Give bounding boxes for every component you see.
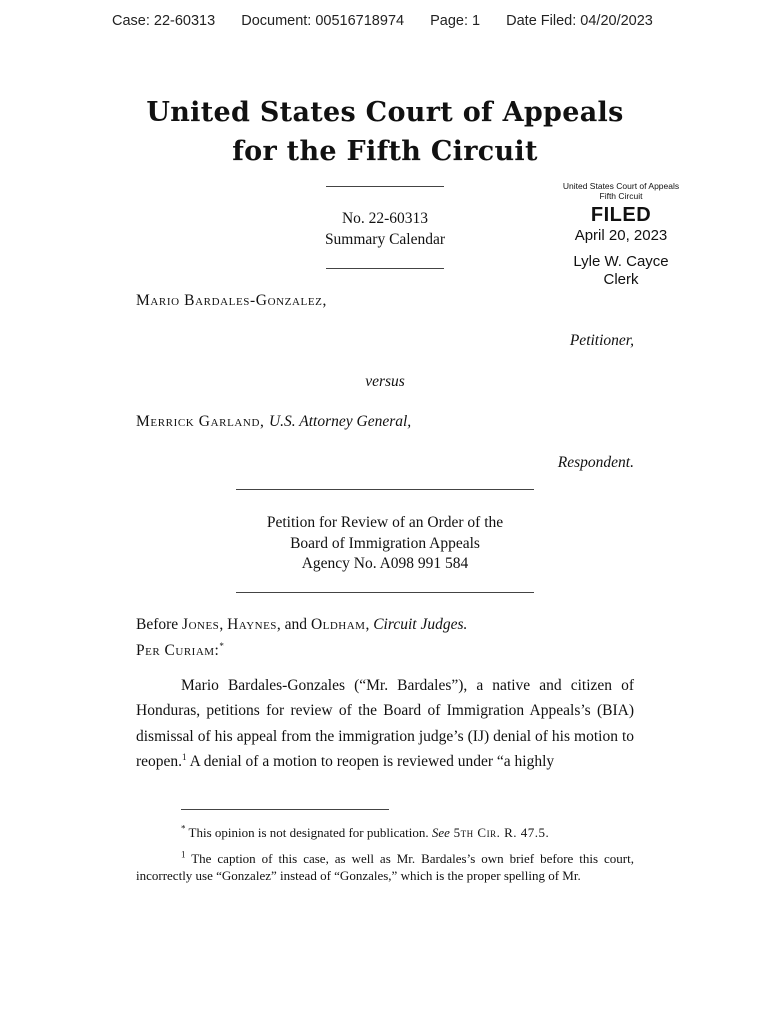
footnote-text: The caption of this case, as well as Mr. Bardales’s own brief before this court, incorrectly use “Gonzalez” instead of “Gonzales,” which is the proper spelling of Mr. [136,851,634,883]
ecf-header [112,13,675,29]
stamp-court-line1: United States Court of Appeals [562,181,680,191]
agency-number: Agency No. A098 991 584 [301,555,469,572]
footnote-marker: 1 [182,752,187,763]
case-number: No. 22-60313 [341,210,429,227]
judges-title: Circuit Judges. [373,616,468,633]
separator: , [365,616,374,633]
judge-name: Jones [182,616,220,633]
date-filed-header: Date Filed: 04/20/2023 [506,13,653,29]
petitioner-role: Petitioner, [569,332,634,349]
footnote-marker: * [181,823,186,834]
petitioner-name: Mario Bardales-Gonzalez, [136,292,327,309]
stamp-filed-label: FILED [590,204,652,226]
versus-label: versus [365,373,405,390]
separator: , [219,616,228,633]
judge-name: Haynes [227,616,277,633]
court-name-line2: for the Fifth Circuit [232,136,538,167]
divider-rule [326,268,444,269]
footnote-separator [181,809,389,810]
case-number-header: Case: 22-60313 [112,13,216,29]
divider-rule [236,489,534,490]
stamp-clerk-name: Lyle W. Cayce [573,253,669,270]
respondent-line [136,413,411,431]
stamp-court-line2: Fifth Circuit [599,191,643,201]
footnote-star [136,825,634,842]
per-curiam-line [136,642,634,660]
before-label: Before [136,616,179,633]
stamp-clerk-title: Clerk [603,271,639,288]
footnote-text: This opinion is not designated for publication. [185,825,432,840]
calendar-type: Summary Calendar [324,231,446,248]
petition-line2: Board of Immigration Appeals [290,535,480,552]
respondent-role: Respondent. [557,454,634,471]
petition-line1: Petition for Review of an Order of the [266,514,504,531]
document-number-header: Document: 00516718974 [241,13,405,29]
stamp-filed-date: April 20, 2023 [574,227,668,244]
judge-name: Oldham [310,616,366,633]
paragraph-text: Mario Bardales-Gonzales (“Mr. Bardales”), a native and citizen of Honduras, petitions for review of the Board of Immigration Appeals’s (BIA) dismissal of his appeal from the immigration judge’s (IJ) denial of his motion to reopen. [136,677,634,771]
panel-line [136,616,634,634]
court-name-line1: United States Court of Appeals [146,97,624,128]
divider-rule [326,186,444,187]
separator: , and [276,616,311,633]
divider-rule [236,592,534,593]
footnote-marker: 1 [181,849,186,860]
respondent-name: Merrick Garland, [136,413,265,430]
footnote-see: See [431,825,450,840]
page-number-header: Page: 1 [430,13,481,29]
opinion-paragraph [136,673,634,775]
footnote-1 [136,851,634,884]
paragraph-text: A denial of a motion to reopen is reviewed under “a highly [186,753,555,771]
footnote-marker: * [219,640,224,651]
per-curiam-label: Per Curiam: [136,642,220,659]
footnote-citation: 5th Cir. R. 47.5. [449,825,550,840]
respondent-title: U.S. Attorney General, [268,413,412,430]
